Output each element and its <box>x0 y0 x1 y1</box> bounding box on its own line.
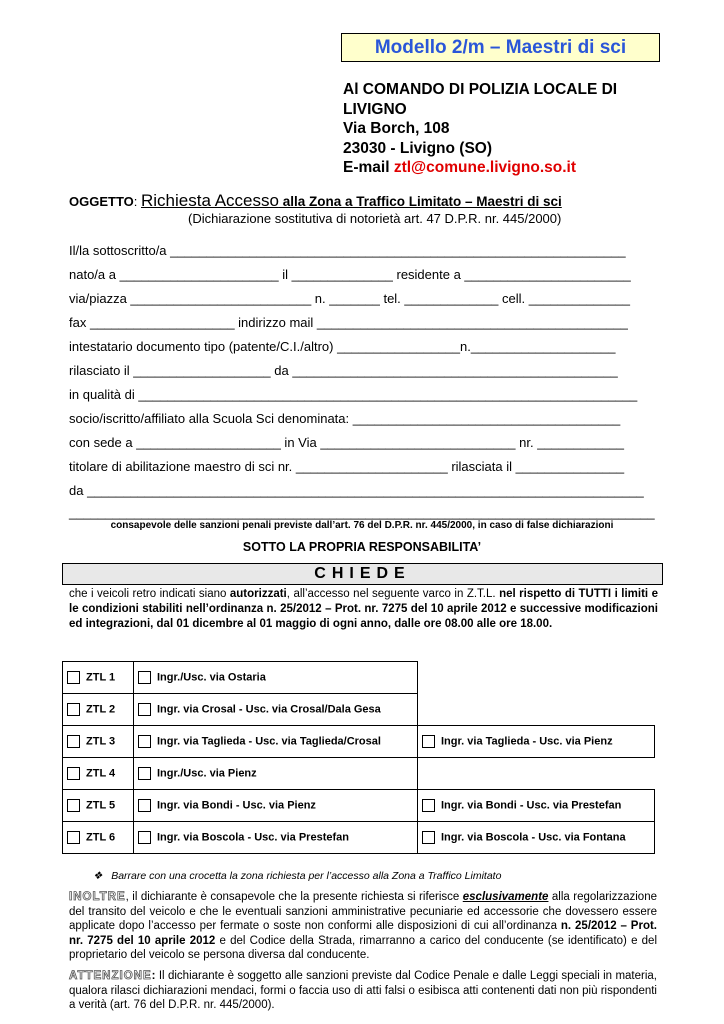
ztl-cell <box>134 758 418 790</box>
checkbox[interactable] <box>422 799 435 812</box>
form-field-line[interactable]: rilasciato il ___________________ da _____________________________________________ <box>69 363 618 378</box>
penalty-notice: consapevole delle sanzioni penali previste dall’art. 76 del D.P.R. nr. 445/2000, in caso di false dichiarazioni <box>110 520 614 531</box>
checkbox[interactable] <box>67 703 80 716</box>
inoltre-text: e del Codice della Strada, rimarranno a carico del conducente (se identificato) e del proprietario del veicolo se persona diversa dal conducente. <box>69 934 658 961</box>
inoltre-exclusively: esclusivamente <box>462 891 549 903</box>
ztl-cell <box>134 790 418 822</box>
ztl-cell <box>134 694 418 726</box>
checkbox[interactable] <box>138 735 151 748</box>
form-field-line[interactable]: nato/a a ______________________ il ______________ residente a _______________________ <box>69 267 631 282</box>
checkbox[interactable] <box>138 767 151 780</box>
para-text: che i veicoli retro indicati siano <box>69 588 230 600</box>
ztl-cell-label: Ingr. via Boscola - Usc. via Prestefan <box>157 831 349 844</box>
ztl-cell-label: Ingr. via Bondi - Usc. via Pienz <box>157 799 316 812</box>
ztl-cell <box>63 790 134 822</box>
ztl-cell-label: ZTL 4 <box>86 767 116 780</box>
ztl-cell-label: Ingr. via Taglieda - Usc. via Taglieda/Crosal <box>157 735 381 748</box>
request-paragraph <box>69 587 658 632</box>
inoltre-text: alla regolarizzazione del transito del veicolo e che le eventuali sanzioni amministrative pecuniarie ed accessorie che dovessero essere applicate dopo l’accesso per fermate o soste non conformi alle disposizioni di cui all’ordinanza <box>69 891 657 932</box>
form-field-line[interactable]: Il/la sottoscritto/a _______________________________________________________________ <box>69 243 626 258</box>
checkbox[interactable] <box>138 831 151 844</box>
attenzione-colon: : <box>151 970 156 982</box>
ztl-cell <box>418 790 655 822</box>
ztl-row <box>63 694 655 726</box>
ztl-row <box>63 790 655 822</box>
checkbox[interactable] <box>67 671 80 684</box>
form-field-line[interactable]: con sede a ____________________ in Via ___________________________ nr. ____________ <box>69 435 624 450</box>
ztl-cell-label: Ingr./Usc. via Pienz <box>157 767 257 780</box>
attenzione-text: Il dichiarante è soggetto alle sanzioni previste dal Codice Penale e dalle Leggi speciali in materia, qualora rilasci dichiarazioni mendaci, formi o faccia uso di atti falsi o esibisca atti contenenti dati non più rispondenti a verità (art. 76 del D.P.R. nr. 445/2000). <box>69 970 657 1011</box>
ztl-cell <box>63 694 134 726</box>
ztl-cell <box>63 758 134 790</box>
ztl-cell-label: Ingr./Usc. via Ostaria <box>157 671 266 684</box>
email-label: E-mail <box>343 159 394 176</box>
ztl-row <box>63 758 655 790</box>
ztl-table <box>62 661 655 854</box>
subject-label: OGGETTO <box>69 194 134 209</box>
address-email-line <box>343 158 673 178</box>
instruction-note <box>93 870 501 882</box>
subject-access: Richiesta Accesso <box>141 191 279 210</box>
ztl-empty-cell <box>418 758 655 790</box>
form-field-line[interactable]: fax ____________________ indirizzo mail ___________________________________________ <box>69 315 628 330</box>
ztl-cell-label: ZTL 6 <box>86 831 116 844</box>
attenzione-paragraph <box>69 969 657 1013</box>
ztl-cell <box>134 662 418 694</box>
checkbox[interactable] <box>67 831 80 844</box>
checkbox[interactable] <box>67 767 80 780</box>
address-line: Al COMANDO DI POLIZIA LOCALE DI <box>343 81 618 98</box>
ztl-row <box>63 726 655 758</box>
para-text: , all’accesso nel seguente varco in Z.T.L. <box>286 588 500 600</box>
para-authorized: autorizzati <box>229 588 287 600</box>
ztl-cell-label: ZTL 2 <box>86 703 116 716</box>
ztl-cell-label: ZTL 3 <box>86 735 116 748</box>
checkbox[interactable] <box>138 703 151 716</box>
address-line: 23030 - Livigno (SO) <box>343 139 493 157</box>
form-field-line[interactable]: da _____________________________________________________________________________ <box>69 483 644 498</box>
ztl-cell-label: Ingr. via Boscola - Usc. via Fontana <box>441 831 626 844</box>
responsibility-heading: SOTTO LA PROPRIA RESPONSABILITA’ <box>242 540 482 554</box>
ztl-cell-label: Ingr. via Bondi - Usc. via Prestefan <box>441 799 622 812</box>
para-conditions: nel rispetto di TUTTI i limiti e le condizioni stabiliti nell’ordinanza n. 25/2012 – Prot. nr. 7275 del 10 aprile 2012 e successive modificazioni ed integrazioni, dal 01 dicembre al 01 maggio di ogni anno, dalle ore 08.00 alle ore 18.00. <box>69 588 658 630</box>
ztl-row <box>63 662 655 694</box>
form-title: Modello 2/m – Maestri di sci <box>341 33 660 62</box>
ztl-cell-label: ZTL 1 <box>86 671 116 684</box>
address-line: Via Borch, 108 <box>343 120 450 137</box>
inoltre-word: INOLTRE <box>69 891 126 903</box>
chiede-heading: CHIEDE <box>62 563 663 585</box>
ztl-cell <box>63 726 134 758</box>
ztl-cell <box>418 726 655 758</box>
checkbox[interactable] <box>138 671 151 684</box>
ztl-empty-cell <box>418 662 655 694</box>
subject-subtitle: (Dichiarazione sostitutiva di notorietà art. 47 D.P.R. nr. 445/2000) <box>188 211 562 226</box>
subject-colon: : <box>133 194 141 209</box>
inoltre-ordinance: n. 25/2012 – Prot. nr. 7275 del 10 aprile 2012 <box>69 920 657 947</box>
address-line: LIVIGNO <box>343 100 407 118</box>
form-field-line[interactable]: titolare di abilitazione maestro di sci nr. _____________________ rilasciata il _______________ <box>69 459 625 474</box>
form-field-line[interactable]: socio/iscritto/affiliato alla Scuola Sci denominata: _____________________________________ <box>69 411 621 426</box>
checkbox[interactable] <box>422 735 435 748</box>
checkbox[interactable] <box>67 735 80 748</box>
checkbox[interactable] <box>67 799 80 812</box>
inoltre-paragraph <box>69 890 657 963</box>
form-field-line[interactable]: intestatario documento tipo (patente/C.I./altro) _________________n.____________________ <box>69 339 616 354</box>
email-link[interactable]: ztl@comune.livigno.so.it <box>393 159 577 176</box>
ztl-cell <box>63 662 134 694</box>
checkbox[interactable] <box>138 799 151 812</box>
ztl-row <box>63 822 655 854</box>
ztl-cell <box>134 726 418 758</box>
recipient-address <box>343 80 673 178</box>
subject-line <box>69 191 562 211</box>
ztl-cell-label: ZTL 5 <box>86 799 116 812</box>
ztl-cell <box>63 822 134 854</box>
diamond-bullet-icon: ❖ <box>93 870 103 882</box>
ztl-cell <box>418 822 655 854</box>
note-text: Barrare con una crocetta la zona richiesta per l’accesso alla Zona a Traffico Limitato <box>111 870 502 882</box>
form-field-line[interactable]: in qualità di _____________________________________________________________________ <box>69 387 638 402</box>
ztl-empty-cell <box>418 694 655 726</box>
ztl-cell-label: Ingr. via Taglieda - Usc. via Pienz <box>441 735 613 748</box>
attenzione-word: ATTENZIONE <box>69 970 152 982</box>
ztl-cell-label: Ingr. via Crosal - Usc. via Crosal/Dala Gesa <box>157 703 381 716</box>
form-field-line[interactable]: _________________________________________________________________________________ <box>69 505 655 520</box>
ztl-cell <box>134 822 418 854</box>
inoltre-text: , il dichiarante è consapevole che la presente richiesta si riferisce <box>125 891 463 903</box>
checkbox[interactable] <box>422 831 435 844</box>
form-field-line[interactable]: via/piazza _________________________ n. _______ tel. _____________ cell. ______________ <box>69 291 630 306</box>
subject-rest: alla Zona a Traffico Limitato – Maestri di sci <box>278 194 562 209</box>
